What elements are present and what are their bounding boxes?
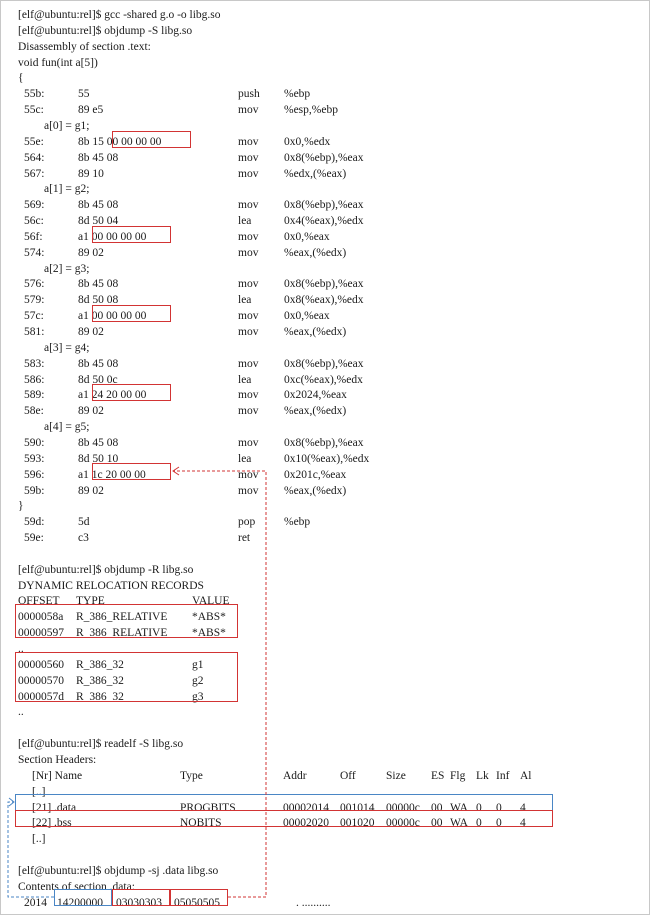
- asm-mnemonic: mov: [238, 436, 259, 449]
- sect-off: 001014: [340, 801, 375, 814]
- highlight-g3-operand: [92, 305, 171, 322]
- line-text: {: [18, 72, 24, 85]
- hex-ascii: . ..........: [296, 896, 331, 909]
- highlight-g1-operand: [112, 131, 191, 148]
- line-text: ..: [18, 706, 24, 719]
- asm-operands: %ebp: [284, 516, 311, 529]
- line-text: Section Headers:: [18, 753, 97, 766]
- asm-mnemonic: mov: [238, 199, 259, 212]
- line-text: [elf@ubuntu:rel]$ objdump -R libg.so: [18, 563, 194, 576]
- sect-lk: Lk: [476, 769, 489, 782]
- sect-size: Size: [386, 769, 406, 782]
- asm-address: 59e:: [24, 532, 44, 545]
- asm-bytes: 89 02: [78, 326, 104, 338]
- asm-address: 59b:: [24, 484, 45, 497]
- asm-bytes: 8b 45 08: [78, 278, 119, 291]
- asm-mnemonic: mov: [238, 326, 259, 338]
- asm-operands: 0x4(%eax),%edx: [284, 215, 364, 228]
- sect-al: 4: [520, 801, 526, 814]
- line-text: Contents of section .data:: [18, 880, 135, 893]
- asm-bytes: a1 00 00 00 00: [78, 230, 147, 243]
- asm-address: 569:: [24, 199, 45, 212]
- line-text: Disassembly of section .text:: [18, 40, 151, 53]
- asm-address: 57c:: [24, 310, 44, 323]
- sect-off: 001020: [340, 817, 375, 830]
- asm-mnemonic: mov: [238, 104, 259, 117]
- asm-operands: 0x0,%edx: [284, 135, 331, 148]
- asm-mnemonic: mov: [238, 167, 259, 180]
- asm-bytes: 89 02: [78, 484, 104, 497]
- asm-mnemonic: lea: [238, 452, 252, 465]
- asm-operands: 0x0,%eax: [284, 230, 330, 243]
- sect-size: 00000c: [386, 801, 420, 814]
- hex-address: 2014: [24, 896, 47, 909]
- sect-es: ES: [431, 769, 445, 782]
- asm-mnemonic: mov: [238, 357, 259, 370]
- reloc-type: R_386_32: [76, 658, 124, 671]
- sect-lk: 0: [476, 801, 482, 814]
- reloc-value: g3: [192, 690, 204, 703]
- asm-mnemonic: mov: [238, 246, 259, 259]
- highlight-g5-operand: [92, 463, 171, 480]
- highlight-g2-operand: [92, 226, 171, 243]
- asm-operands: %edx,(%eax): [284, 167, 347, 180]
- line-text: [elf@ubuntu:rel]$ objdump -sj .data libg.so: [18, 864, 219, 877]
- asm-bytes: 55: [78, 88, 90, 101]
- sect-type: NOBITS: [180, 817, 222, 830]
- reloc-value: g1: [192, 658, 204, 671]
- source-line: a[2] = g3;: [44, 262, 90, 275]
- asm-operands: %ebp: [284, 88, 311, 101]
- sect-inf: Inf: [496, 769, 510, 782]
- asm-address: 55e:: [24, 135, 44, 148]
- asm-address: 596:: [24, 468, 45, 481]
- asm-operands: 0x8(%ebp),%eax: [284, 199, 364, 212]
- asm-address: 574:: [24, 246, 45, 259]
- reloc-type: R_386_32: [76, 690, 124, 703]
- sect-es: 00: [431, 801, 443, 814]
- reloc-offset: 00000570: [18, 674, 64, 687]
- reloc-offset: 00000560: [18, 658, 64, 671]
- asm-bytes: a1 1c 20 00 00: [78, 468, 146, 481]
- line-text: [..]: [32, 833, 46, 846]
- asm-mnemonic: mov: [238, 405, 259, 418]
- asm-bytes: 89 02: [78, 246, 104, 259]
- sect-nr-name: [22] .bss: [32, 817, 72, 830]
- asm-mnemonic: mov: [238, 310, 259, 323]
- asm-address: 55b:: [24, 88, 45, 101]
- sect-type: Type: [180, 769, 203, 782]
- highlight-g4-operand: [92, 384, 171, 401]
- source-line: a[0] = g1;: [44, 119, 90, 132]
- reloc-type: R_386_32: [76, 674, 124, 687]
- asm-mnemonic: pop: [238, 516, 256, 529]
- asm-address: 56c:: [24, 215, 44, 228]
- asm-mnemonic: mov: [238, 389, 259, 402]
- asm-address: 583:: [24, 357, 45, 370]
- asm-operands: %eax,(%edx): [284, 246, 347, 259]
- reloc-offset: 0000058a: [18, 611, 64, 624]
- asm-mnemonic: ret: [238, 532, 251, 545]
- highlight-r386-32-relocs: [15, 652, 238, 702]
- asm-address: 593:: [24, 452, 45, 465]
- asm-operands: %eax,(%edx): [284, 405, 347, 418]
- asm-bytes: 8b 45 08: [78, 199, 119, 212]
- highlight-data-section: [15, 794, 553, 811]
- reloc-type: R_386_RELATIVE: [76, 611, 168, 624]
- sect-addr: 00002020: [283, 817, 329, 830]
- asm-bytes: a1 00 00 00 00: [78, 310, 147, 323]
- sect-flg: WA: [450, 801, 468, 814]
- asm-address: 567:: [24, 167, 45, 180]
- asm-bytes: 8b 15 00 00 00 00: [78, 135, 162, 148]
- asm-mnemonic: lea: [238, 294, 252, 307]
- asm-bytes: 8b 45 08: [78, 151, 119, 164]
- asm-bytes: 8d 50 04: [78, 215, 119, 228]
- highlight-data-word-1: [54, 889, 112, 906]
- reloc-offset: 00000597: [18, 627, 64, 640]
- source-line: a[4] = g5;: [44, 421, 90, 434]
- asm-mnemonic: push: [238, 88, 260, 101]
- asm-operands: %esp,%ebp: [284, 104, 338, 117]
- asm-address: 58e:: [24, 405, 44, 418]
- highlight-data-word-3: [170, 889, 228, 906]
- sect-off: Off: [340, 769, 356, 782]
- sect-nr-name: [21] .data: [32, 801, 77, 814]
- asm-mnemonic: mov: [238, 278, 259, 291]
- reloc-value: *ABS*: [192, 627, 226, 640]
- line-text: DYNAMIC RELOCATION RECORDS: [18, 579, 204, 592]
- sect-nr-name: [Nr] Name: [32, 769, 83, 782]
- asm-address: 581:: [24, 326, 45, 338]
- highlight-data-word-2: [112, 889, 170, 906]
- line-text: [..]: [32, 785, 46, 798]
- asm-mnemonic: mov: [238, 151, 259, 164]
- highlight-relative-relocs: [15, 604, 238, 638]
- line-text: [elf@ubuntu:rel]$ gcc -shared g.o -o libg.so: [18, 9, 221, 21]
- sect-lk: 0: [476, 817, 482, 830]
- reloc-value: *ABS*: [192, 611, 226, 624]
- asm-bytes: 8d 50 10: [78, 452, 119, 465]
- asm-bytes: 89 02: [78, 405, 104, 418]
- asm-address: 590:: [24, 436, 45, 449]
- asm-address: 564:: [24, 151, 45, 164]
- sect-type: PROGBITS: [180, 801, 236, 814]
- asm-bytes: 89 10: [78, 167, 104, 180]
- asm-operands: 0x10(%eax),%edx: [284, 452, 370, 465]
- asm-bytes: 5d: [78, 516, 90, 529]
- asm-mnemonic: lea: [238, 215, 252, 228]
- asm-bytes: a1 24 20 00 00: [78, 389, 147, 402]
- asm-operands: %eax,(%edx): [284, 484, 347, 497]
- asm-mnemonic: lea: [238, 373, 252, 386]
- reloc-type: TYPE: [76, 595, 105, 608]
- asm-bytes: 8b 45 08: [78, 436, 119, 449]
- asm-operands: %eax,(%edx): [284, 326, 347, 338]
- asm-mnemonic: mov: [238, 468, 259, 481]
- asm-address: 56f:: [24, 230, 43, 243]
- asm-operands: 0x2024,%eax: [284, 389, 347, 402]
- asm-bytes: c3: [78, 532, 89, 545]
- highlight-bss-section: [15, 810, 553, 827]
- asm-address: 59d:: [24, 516, 45, 529]
- line-text: [elf@ubuntu:rel]$ readelf -S libg.so: [18, 738, 184, 751]
- reloc-type: R_386_RELATIVE: [76, 627, 168, 640]
- asm-address: 576:: [24, 278, 45, 291]
- reloc-value: g2: [192, 674, 204, 687]
- sect-al: Al: [520, 769, 532, 782]
- sect-flg: WA: [450, 817, 468, 830]
- asm-operands: 0x8(%ebp),%eax: [284, 436, 364, 449]
- sect-al: 4: [520, 817, 526, 830]
- asm-mnemonic: mov: [238, 230, 259, 243]
- asm-operands: 0xc(%eax),%edx: [284, 373, 363, 386]
- asm-operands: 0x8(%ebp),%eax: [284, 151, 364, 164]
- reloc-offset: OFFSET: [18, 595, 60, 608]
- asm-address: 589:: [24, 389, 45, 402]
- line-text: void fun(int a[5]): [18, 56, 98, 69]
- asm-operands: 0x8(%ebp),%eax: [284, 278, 364, 291]
- sect-inf: 0: [496, 801, 502, 814]
- hex-word-3: 05050505: [174, 896, 220, 909]
- line-text: }: [18, 500, 24, 513]
- asm-address: 586:: [24, 373, 45, 386]
- sect-size: 00000c: [386, 817, 420, 830]
- hex-word-1: 14200000: [57, 896, 103, 909]
- reloc-offset: 0000057d: [18, 690, 64, 703]
- line-text: ..: [18, 643, 24, 655]
- asm-bytes: 89 e5: [78, 104, 104, 117]
- source-line: a[3] = g4;: [44, 341, 90, 354]
- asm-bytes: 8d 50 0c: [78, 373, 118, 386]
- asm-bytes: 8b 45 08: [78, 357, 119, 370]
- asm-mnemonic: mov: [238, 135, 259, 148]
- sect-inf: 0: [496, 817, 502, 830]
- reloc-value: VALUE: [192, 595, 230, 608]
- asm-operands: 0x8(%eax),%edx: [284, 294, 364, 307]
- asm-mnemonic: mov: [238, 484, 259, 497]
- sect-addr: 00002014: [283, 801, 329, 814]
- hex-word-2: 03030303: [116, 896, 162, 909]
- asm-bytes: 8d 50 08: [78, 294, 119, 307]
- asm-address: 579:: [24, 294, 45, 307]
- sect-flg: Flg: [450, 769, 466, 782]
- asm-address: 55c:: [24, 104, 44, 117]
- source-line: a[1] = g2;: [44, 183, 90, 196]
- asm-operands: 0x201c,%eax: [284, 468, 347, 481]
- line-text: [elf@ubuntu:rel]$ objdump -S libg.so: [18, 24, 193, 37]
- sect-es: 00: [431, 817, 443, 830]
- sect-addr: Addr: [283, 769, 307, 782]
- asm-operands: 0x0,%eax: [284, 310, 330, 323]
- asm-operands: 0x8(%ebp),%eax: [284, 357, 364, 370]
